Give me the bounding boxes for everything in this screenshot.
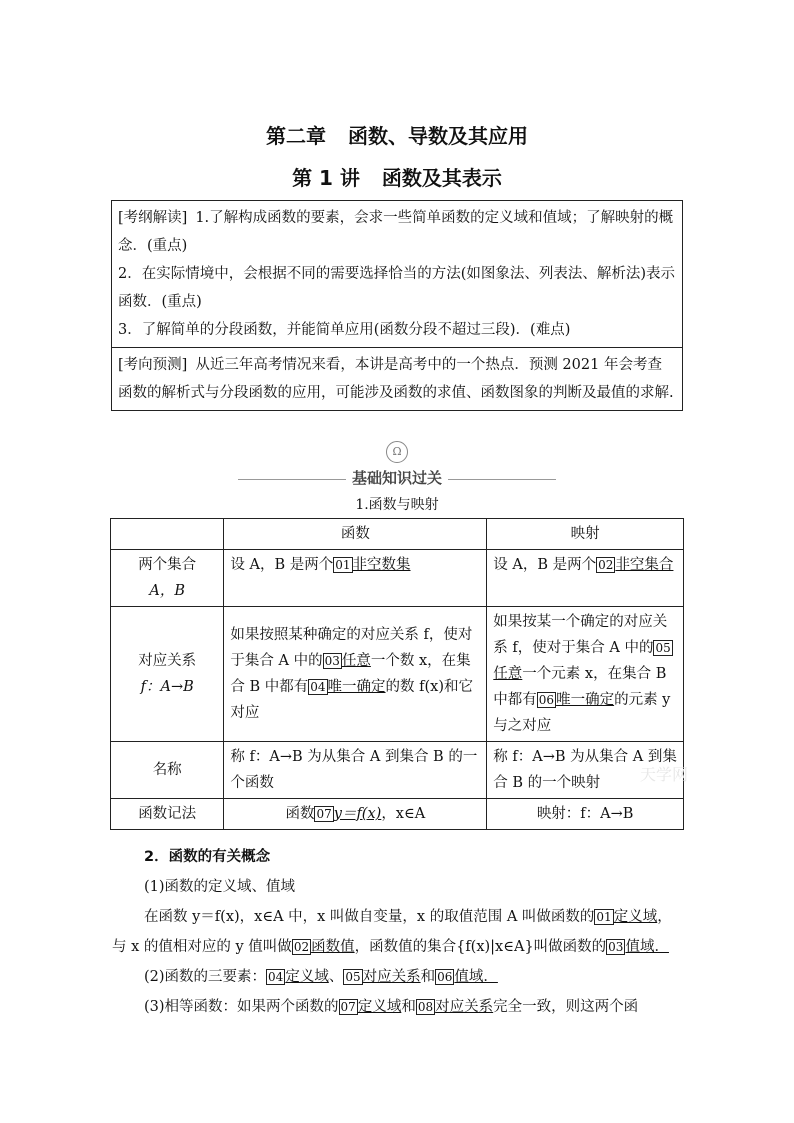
function-cell: 如果按照某种确定的对应关系 f，使对于集合 A 中的 03 任意一个数 x，在集合 B 中都有 04 唯一确定的数 f(x)和它对应: [224, 607, 487, 742]
mapping-cell: 称 f：A→B 为从集合 A 到集合 B 的一个映射: [487, 742, 684, 799]
row-label: 函数记法: [111, 799, 224, 830]
answer-text: 对应关系: [435, 999, 494, 1015]
blank-number: 04: [310, 680, 326, 694]
answer-text: 函数值: [311, 939, 355, 955]
paragraph: (2)函数的三要素： 04 定义域、 05 对应关系和 06 值域．: [144, 969, 498, 985]
section-badge-icon: Ω: [386, 441, 408, 463]
function-cell: 设 A，B 是两个 01 非空数集: [224, 550, 487, 607]
row-label: 两个集合 A，B: [111, 550, 224, 607]
mapping-cell: 设 A，B 是两个 02 非空集合: [487, 550, 684, 607]
table-row: [111, 607, 684, 742]
blank-number: 07: [340, 1000, 356, 1014]
chapter-heading: [0, 120, 794, 149]
answer-text: 任意: [341, 653, 371, 669]
outline-item: [考纲解读] 1.了解构成函数的要素，会求一些简单函数的定义域和值域；了解映射的概念．(重点): [118, 210, 674, 254]
row-label: 名称: [111, 742, 224, 799]
section-title: 基础知识过关: [351, 469, 442, 487]
mapping-cell: 如果按某一个确定的对应关系 f，使对于集合 A 中的 05任意一个元素 x，在集合 B 中都有 06 唯一确定的元素 y 与之对应: [487, 607, 684, 742]
function-cell: 称 f：A→B 为从集合 A 到集合 B 的一个函数: [224, 742, 487, 799]
answer-text: 唯一确定: [327, 679, 386, 695]
chapter-number: 第二章: [266, 124, 326, 148]
blank-number: 01: [335, 558, 351, 572]
lecture-number: 第 1 讲: [292, 166, 360, 190]
blank-number: 06: [538, 693, 555, 707]
blank-number: 07: [316, 807, 332, 821]
paragraph: 在函数 y＝f(x)，x∈A 中，x 叫做自变量，x 的取值范围 A 叫做函数的 01 定义域，与 x 的值相对应的 y 值叫做 02 函数值，函数值的集合{f(x)|x∈A}叫做函数的 03 值域．: [112, 909, 672, 955]
divider-line-right: [448, 479, 556, 480]
answer-text: 定义域: [285, 969, 329, 985]
lecture-title: 函数及其表示: [381, 166, 502, 190]
row-label: 对应关系 f：A→B: [111, 607, 224, 742]
paragraph: (3)相等函数：如果两个函数的 07 定义域和 08 对应关系完全一致，则这两个函: [144, 999, 639, 1015]
blank-number: 08: [417, 1000, 434, 1014]
section-heading: 2．函数的有关概念: [144, 849, 271, 865]
answer-text: 非空数集: [352, 557, 411, 573]
forecast-tag: [考向预测]: [118, 357, 188, 373]
answer-text: 定义域: [357, 999, 402, 1015]
answer-text: 唯一确定: [556, 692, 615, 708]
forecast-text: [考向预测] 从近三年高考情况来看，本讲是高考中的一个热点．预测 2021 年会考查函数的解析式与分段函数的应用，可能涉及函数的求值、函数图象的判断及最值的求解.: [118, 357, 674, 401]
header-cell-function: 函数: [224, 519, 487, 550]
forecast-section: [112, 347, 682, 410]
answer-text: 值域．: [454, 969, 498, 985]
answer-text: 非空集合: [615, 557, 674, 573]
outline-section: [112, 201, 682, 347]
answer-text: 值域．: [625, 939, 669, 955]
lecture-heading: [0, 162, 794, 191]
blank-number: 03: [324, 654, 340, 668]
outline-tag: [考纲解读]: [118, 210, 188, 226]
table-row: [111, 742, 684, 799]
watermark: 天学网: [640, 765, 689, 784]
function-cell: 函数 07 y＝f(x)，x∈A: [224, 799, 487, 830]
blank-number: 04: [268, 970, 284, 984]
blank-number: 02: [293, 940, 310, 954]
mapping-cell: 映射：f：A→B: [487, 799, 684, 830]
blank-number: 06: [437, 970, 453, 984]
header-cell-empty: [111, 519, 224, 550]
outline-item: 3．了解简单的分段函数，并能简单应用(函数分段不超过三段)．(难点): [118, 322, 571, 338]
table-row: [111, 550, 684, 607]
chapter-title: 函数、导数及其应用: [348, 124, 528, 148]
answer-text: 对应关系: [362, 969, 421, 985]
section-divider: [238, 470, 556, 488]
table-caption: 1.函数与映射: [355, 497, 439, 513]
blank-number: 01: [596, 910, 612, 924]
answer-text: 定义域: [613, 909, 658, 925]
header-cell-mapping: 映射: [487, 519, 684, 550]
answer-text: y＝f(x): [333, 806, 382, 822]
blank-number: 05: [345, 970, 361, 984]
blank-number: 02: [598, 558, 614, 572]
blank-number: 05: [655, 641, 671, 655]
table-row: [111, 799, 684, 830]
answer-text: 任意: [493, 666, 523, 682]
table-header-row: [111, 519, 684, 550]
subsection-heading: (1)函数的定义域、值域: [144, 879, 296, 895]
outline-box: [111, 200, 683, 411]
function-mapping-table: [110, 518, 684, 830]
blank-number: 03: [608, 940, 624, 954]
outline-item: 2．在实际情境中，会根据不同的需要选择恰当的方法(如图象法、列表法、解析法)表示函数．(重点): [118, 266, 676, 310]
body-text: [112, 842, 684, 1022]
